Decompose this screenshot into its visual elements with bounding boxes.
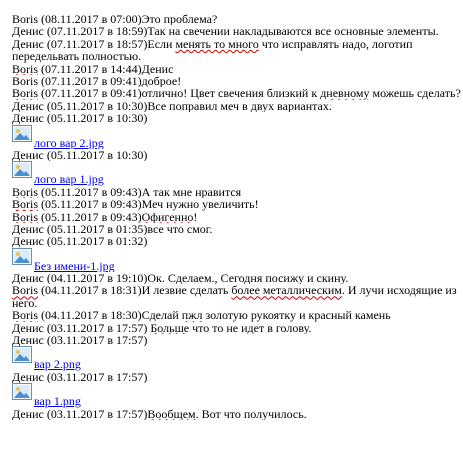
spellcheck-word: Boris xyxy=(12,309,39,322)
spellcheck-word: Boris xyxy=(12,74,39,88)
chat-message xyxy=(12,25,461,37)
message-text: (08.11.2017 в 07:00)Это проблема? xyxy=(38,13,218,26)
image-file-icon[interactable] xyxy=(12,248,32,265)
message-text: (04.11.2017 в 18:30)Сделай xyxy=(38,309,182,322)
spellcheck-word: Boris xyxy=(12,62,39,75)
spellcheck-word: более металлическим xyxy=(231,284,342,298)
message-text: Денис (05.11.2017 в 01:32) xyxy=(12,235,148,248)
chat-message xyxy=(12,322,461,334)
spellcheck-word: менять то много xyxy=(175,37,259,51)
chat-message xyxy=(12,284,461,309)
spellcheck-word: Boris xyxy=(12,198,39,211)
chat-message xyxy=(12,334,461,346)
attachment-link[interactable]: Без имени-1.jpg xyxy=(34,258,115,273)
chat-message xyxy=(12,223,461,235)
message-text: . Вот что получилось. xyxy=(195,407,307,420)
message-text: . И лучи исходящие из него. xyxy=(12,284,457,310)
message-text: Денис (07.11.2017 в 18:57)Если xyxy=(12,37,176,51)
message-text: Денис (05.11.2017 в 10:30) xyxy=(12,112,148,125)
spellcheck-word: Вообщем xyxy=(147,407,196,420)
chat-log xyxy=(12,13,461,420)
chat-message xyxy=(12,408,461,420)
spellcheck-word: Офигенно xyxy=(141,210,194,223)
spellcheck-word: пжл xyxy=(181,309,203,322)
message-text: Денис (03.11.2017 в 17:57) xyxy=(12,370,148,384)
spellcheck-word: Boris xyxy=(12,185,39,199)
attachment-row xyxy=(12,161,461,185)
image-file-icon[interactable] xyxy=(12,346,32,363)
message-text: что то не идет в голову. xyxy=(189,321,312,335)
message-text: . xyxy=(161,272,168,285)
chat-message xyxy=(12,38,461,63)
attachment-link[interactable]: вар 2.png xyxy=(34,357,81,371)
spellcheck-word: Больше xyxy=(150,321,190,335)
message-text: (05.11.2017 в 09:43)Меч нужно увеличить! xyxy=(38,198,259,211)
message-text: (05.11.2017 в 09:43)А так мне нравится xyxy=(38,185,242,199)
spellcheck-word: Ок xyxy=(147,272,162,285)
spellcheck-word: Boris xyxy=(12,13,39,26)
message-text: Денис (03.11.2017 в 17:57) xyxy=(12,407,148,420)
chat-message xyxy=(12,13,461,25)
attachment-link[interactable]: лого вар 1.jpg xyxy=(34,172,104,186)
message-text: Денис (04.11.2017 в 19:10) xyxy=(12,272,148,285)
image-file-icon[interactable] xyxy=(12,125,32,142)
chat-message xyxy=(12,371,461,383)
message-text: Денис (07.11.2017 в 18:59)Так на свечении накладываются все основные элементы. xyxy=(12,25,439,38)
chat-message xyxy=(12,198,461,210)
chat-message xyxy=(12,272,461,284)
message-text: (05.11.2017 в 09:43) xyxy=(38,210,142,223)
message-text: (07.11.2017 в 14:44)Денис xyxy=(38,62,174,75)
spellcheck-word: Сделаем xyxy=(167,272,212,285)
message-text: Денис (03.11.2017 в 17:57) xyxy=(12,334,148,347)
message-text: ! xyxy=(193,210,198,223)
chat-message xyxy=(12,309,461,321)
message-text: (07.11.2017 в 09:41)доброе! xyxy=(38,74,182,88)
chat-message xyxy=(12,211,461,223)
attachment-row xyxy=(12,346,461,370)
message-text: что исправлять надо, логотип передельвать полностью. xyxy=(12,37,413,63)
chat-message xyxy=(12,75,461,87)
message-text: можешь сделать? xyxy=(369,87,461,100)
attachment-row xyxy=(12,383,461,407)
spellcheck-word: Boris xyxy=(12,284,39,298)
chat-message xyxy=(12,87,461,99)
message-text: Денис (05.11.2017 в 10:30)Все поправил меч в двух вариантах. xyxy=(12,99,332,113)
spellcheck-word: дневному xyxy=(320,87,370,100)
message-text: (04.11.2017 в 18:31)И лезвие сделать xyxy=(38,284,232,298)
message-text: золотую рукоятку и красный камень xyxy=(202,309,391,322)
attachment-row xyxy=(12,248,461,272)
chat-message xyxy=(12,112,461,124)
attachment-link[interactable]: лого вар 2.jpg xyxy=(34,135,104,149)
chat-message xyxy=(12,235,461,247)
message-text: Денис (05.11.2017 в 01:35)все что смог. xyxy=(12,222,213,236)
chat-message xyxy=(12,186,461,198)
message-text: Денис (05.11.2017 в 10:30) xyxy=(12,148,148,162)
message-text: ., Сегодня посижу и скину. xyxy=(211,272,349,285)
message-text: (07.11.2017 в 09:41)отлично! Цвет свечения близкий к xyxy=(38,87,321,100)
message-text: Денис (03.11.2017 в 17:57) xyxy=(12,321,151,335)
chat-message xyxy=(12,63,461,75)
spellcheck-word: Boris xyxy=(12,87,39,100)
attachment-row xyxy=(12,125,461,149)
attachment-link[interactable]: вар 1.png xyxy=(34,394,81,408)
spellcheck-word: Boris xyxy=(12,210,39,223)
chat-message xyxy=(12,149,461,161)
chat-message xyxy=(12,100,461,112)
image-file-icon[interactable] xyxy=(12,161,32,178)
image-file-icon[interactable] xyxy=(12,383,32,400)
